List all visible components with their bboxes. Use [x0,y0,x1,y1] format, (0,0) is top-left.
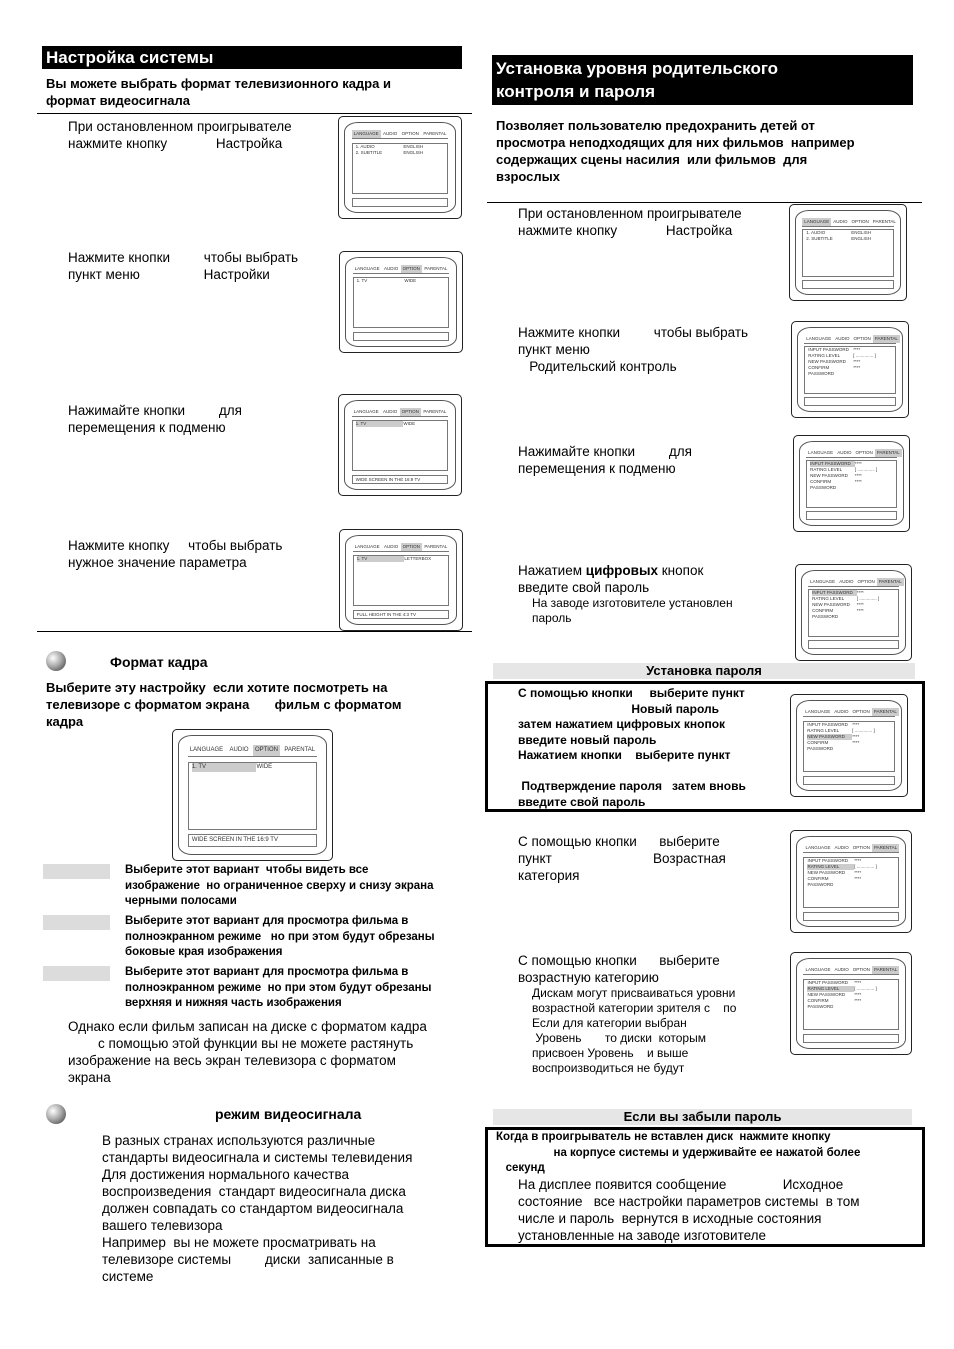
frame-option-3: Выберите этот вариант для просмотра фильма в полноэкранном режиме но при этом будут обрезаны верхняя и нижняя часть изображения [125,966,432,1009]
rating-step-2: С помощью кнопки выберите возрастную категорию [518,953,720,985]
option-label-bar [43,966,110,981]
right-intro: Позволяет пользователю предохранить детей от просмотра неподходящих для них фильмов например содержащих сцены насилия или фильмов для взрослых [496,118,855,184]
rating-note: Дискам могут присваиваться уровни возрастной категории зрителя с по Если для категории выбран Уровень то диски которым присвоен Уровень и выше воспроизводиться не будут [532,986,737,1075]
divider [37,113,472,114]
divider [37,631,472,632]
left-section-title: Настройка системы [42,46,462,69]
forgot-password-text: На дисплее появится сообщение Исходное состояние все настройки параметров системы в том числе и пароль вернутся в исходные состояния установленные на заводе изготовителе [518,1177,860,1243]
tv-screen-language: LANGUAGE AUDIO OPTION PARENTAL 1. AUDIO ENGLISH 2. SUBTITLE ENGLISH [789,204,907,301]
forgot-password-heading: Если вы забыли пароль [493,1109,912,1125]
left-step-1: При остановленном проигрывателе нажмите кнопку Настройка [68,119,292,151]
tv-screen-option-large: LANGUAGE AUDIO OPTION PARENTAL 1. TV WIDE WIDE SCREEN IN THE 16:9 TV [172,729,333,861]
left-step-4: Нажмите кнопку чтобы выбрать нужное значение параметра [68,538,283,570]
tv-screen-option-letterbox: LANGUAGE AUDIO OPTION PARENTAL 1. TV LETTERBOX FULL HEIGHT IN THE 4:3 TV [339,529,463,631]
set-password-heading: Установка пароля [493,663,915,679]
frame-format-note: Однако если фильм записан на диске с форматом кадра с помощью этой функции вы не можете растянуть изображение на весь экран телевизора с форматом экрана [68,1019,427,1085]
forgot-password-instruction: Когда в проигрыватель не вставлен диск нажмите кнопку на корпусе системы и удерживайте ее нажатой более секунд [496,1131,861,1174]
tv-screen-parental-input: LANGUAGE AUDIO OPTION PARENTAL INPUT PASSWORD **** RATING LEVEL [ .............. ] NEW PASSWORD **** CONFIRM PASSWORD **** [795,564,912,661]
divider [487,202,922,203]
right-step-1: При остановленном проигрывателе нажмите кнопку Настройка [518,206,742,238]
tv-screen-option-submenu: LANGUAGE AUDIO OPTION PARENTAL 1. TV WIDE WIDE SCREEN IN THE 16:9 TV [338,394,462,496]
frame-option-2: Выберите этот вариант для просмотра фильма в полноэкранном режиме но при этом будут обрезаны боковые края изображения [125,915,435,958]
tv-screen-new-password: LANGUAGE AUDIO OPTION PARENTAL INPUT PASSWORD **** RATING LEVEL [ .............. ] NEW PASSWORD **** CONFIRM PASSWORD **** [790,694,908,797]
rating-step-1: С помощью кнопки выберите пункт Возрастная категория [518,834,726,883]
tv-screen-rating-level: LANGUAGE AUDIO OPTION PARENTAL INPUT PASSWORD **** RATING LEVEL [ .............. ] NEW PASSWORD **** CONFIRM PASSWORD **** [790,830,912,933]
frame-option-1: Выберите этот вариант чтобы видеть все изображение но ограниченное сверху и снизу экрана черными полосами [125,864,434,907]
option-label-bar [43,864,110,879]
right-step-3: Нажимайте кнопки для перемещения к подменю [518,444,692,476]
tv-screen-parental-submenu: LANGUAGE AUDIO OPTION PARENTAL INPUT PASSWORD **** RATING LEVEL [ .............. ] NEW PASSWORD **** CONFIRM PASSWORD **** [793,435,910,532]
right-step-digits-note: На заводе изготовителе установлен пароль [532,596,733,625]
tv-screen-option: LANGUAGE AUDIO OPTION PARENTAL 1. TV WIDE [339,251,463,353]
bullet-icon [46,651,66,671]
right-section-title: Установка уровня родительского контроля и пароля [492,55,913,105]
left-intro: Вы можете выбрать формат телевизионного кадра и формат видеосигнала [46,76,391,108]
right-step-digits-line2: введите свой пароль [518,580,650,595]
frame-format-heading: Формат кадра [110,654,208,670]
tv-screen-parental: LANGUAGE AUDIO OPTION PARENTAL INPUT PASSWORD **** RATING LEVEL [ .............. ] NEW PASSWORD **** CONFIRM PASSWORD **** [791,321,909,418]
video-mode-heading: режим видеосигнала [215,1106,362,1122]
bullet-icon [46,1104,66,1124]
left-step-2: Нажмите кнопки чтобы выбрать пункт меню Настройки [68,250,299,282]
set-password-text: С помощью кнопки выберите пункт Новый пароль затем нажатием цифровых кнопок введите новый пароль Нажатием кнопки выберите пункт Подтверждение пароля затем вновь введите свой пароль [518,686,746,809]
tv-screen-rating-select: LANGUAGE AUDIO OPTION PARENTAL INPUT PASSWORD **** RATING LEVEL [ .............. ] NEW PASSWORD **** CONFIRM PASSWORD **** [790,952,912,1055]
frame-format-desc: Выберите эту настройку если хотите посмотреть на телевизоре с форматом экрана фильм с форматом кадра [46,680,402,729]
left-step-3: Нажимайте кнопки для перемещения к подменю [68,403,242,435]
right-step-2: Нажмите кнопки чтобы выбрать пункт меню Родительский контроль [518,325,749,374]
right-step-digits: Нажатием цифровых кнопок [518,563,704,578]
tv-screen-language: LANGUAGE AUDIO OPTION PARENTAL 1. AUDIO ENGLISH 2. SUBTITLE ENGLISH [338,116,462,219]
option-label-bar [43,915,110,930]
video-mode-text: В разных странах используются различные стандарты видеосигнала и системы телевидения Для достижения нормального качества воспроизведения стандарт видеосигнала диска должен совпадать со стандартом видеосигнала вашего телевизора Например вы не можете просматривать на телевизоре системы диски записанные в системе [102,1133,413,1284]
